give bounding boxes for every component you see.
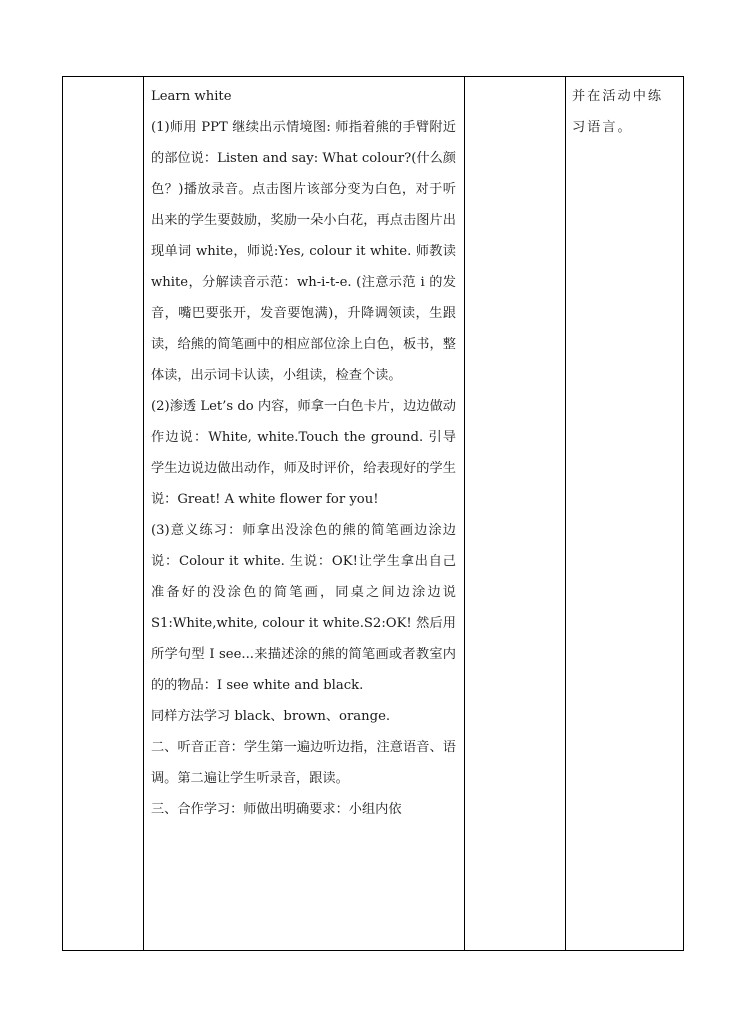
teaching-activity-text: [144, 77, 464, 949]
design-intent-text: 并在活动中练习语言。: [572, 89, 664, 135]
paragraph-step-1: (1)师用 PPT 继续出示情境图: 师指着熊的手臂附近的部位说：Listen and say: What colour?(什么颜色？)播放录音。点击图片该部分变为白色，对于听出来的学生要鼓励，奖励一朵小白花，再点击图片出现单词 white，师说:Yes, colour it white. 师教读 white，分解读音示范：wh-i-t-e. (注意示范 i 的发音，嘴巴要张开，发音要饱满)，升降调领读，生跟读，给熊的简笔画中的相应部位涂上白色，板书，整体读，出示词卡认读，小组读，检查个读。: [151, 120, 456, 383]
teaching-activity-cell: [144, 77, 465, 951]
lesson-plan-table: [62, 76, 684, 951]
paragraph-step-3: (3)意义练习：师拿出没涂色的熊的简笔画边涂边说：Colour it white. 生说：OK!让学生拿出自己准备好的没涂色的简笔画，同桌之间边涂边说 S1:White,white, colour it white.S2:OK! 然后用所学句型 I see...来描述涂的熊的简笔画或者教室内的的物品：I see white and black.: [151, 523, 456, 693]
paragraph-step-2: (2)渗透 Let’s do 内容，师拿一白色卡片，边边做动作边说：White, white.Touch the ground. 引导学生边说边做出动作，师及时评价，给表现好的学生说：Great! A white flower for you!: [151, 399, 456, 507]
student-activity-cell: [465, 77, 566, 951]
paragraph-same-method: 同样方法学习 black、brown、orange.: [151, 709, 391, 724]
table-row: [63, 77, 684, 951]
paragraph-cooperation: 三、合作学习：师做出明确要求：小组内依: [151, 802, 402, 817]
paragraph-listening: 二、听音正音：学生第一遍边听边指，注意语音、语调。第二遍让学生听录音，跟读。: [151, 740, 456, 786]
design-intent-cell: [566, 77, 684, 951]
paragraph-learn-white: Learn white: [151, 89, 232, 104]
stage-cell: [63, 77, 144, 951]
